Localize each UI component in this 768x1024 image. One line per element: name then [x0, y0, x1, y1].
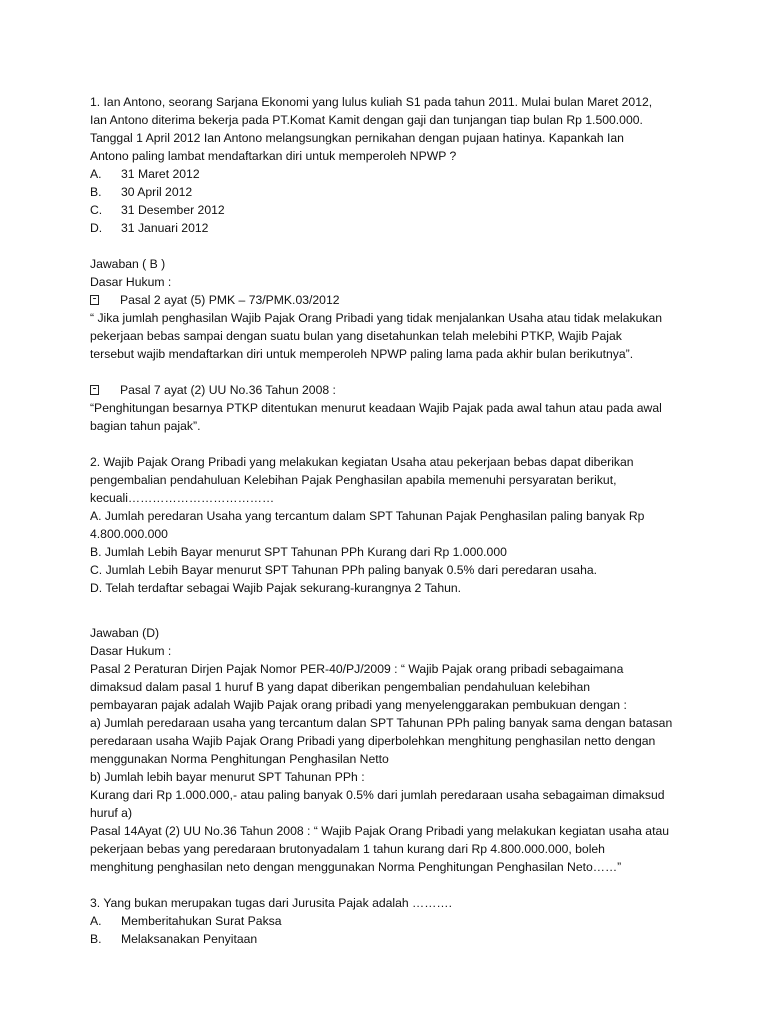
- legal-basis-heading: Dasar Hukum :: [90, 275, 172, 289]
- answer-1-label: Jawaban ( B ): [90, 257, 166, 271]
- legal-basis-text: Pasal 14Ayat (2) UU No.36 Tahun 2008 : “ Wajib Pajak Orang Pribadi yang melakukan kegiatan usaha atau: [90, 824, 670, 838]
- legal-basis-text: dimaksud dalam pasal 1 huruf B yang dapat diberikan pengembalian pendahuluan kelebihan: [90, 680, 591, 694]
- question-2: [90, 453, 690, 597]
- question-1-line: Tanggal 1 April 2012 Ian Antono melangsungkan pernikahan dengan pujaan hatinya. Kapankah Ian: [90, 131, 624, 145]
- legal-ref-1-text: tersebut wajib mendaftarkan diri untuk memperoleh NPWP paling lama pada akhir bulan berikutnya”.: [90, 347, 634, 361]
- question-3-option-b: B. Melaksanakan Penyitaan: [90, 932, 258, 946]
- legal-basis-text: b) Jumlah lebih bayar menurut SPT Tahunan PPh :: [90, 770, 365, 784]
- question-1-line: Ian Antono diterima bekerja pada PT.Komat Kamit dengan gaji dan tunjangan tiap bulan Rp 1.500.000.: [90, 113, 643, 127]
- question-2-option-a: A. Jumlah peredaran Usaha yang tercantum dalam SPT Tahunan Pajak Penghasilan paling banyak Rp: [90, 509, 645, 523]
- question-2-line: pengembalian pendahuluan Kelebihan Pajak Penghasilan apabila memenuhi persyaratan berikut,: [90, 473, 617, 487]
- question-1-option-c: C. 31 Desember 2012: [90, 203, 225, 217]
- question-2-line: 2. Wajib Pajak Orang Pribadi yang melakukan kegiatan Usaha atau pekerjaan bebas dapat diberikan: [90, 455, 634, 469]
- legal-basis-text: pekerjaan bebas yang peredaraan brutonyadalam 1 tahun kurang dari Rp 4.800.000.000, boleh: [90, 842, 605, 856]
- legal-ref-2-text: bagian tahun pajak”.: [90, 419, 201, 433]
- question-1-line: 1. Ian Antono, seorang Sarjana Ekonomi yang lulus kuliah S1 pada tahun 2011. Mulai bulan Maret 2012,: [90, 95, 653, 109]
- legal-ref-1-title: Pasal 2 ayat (5) PMK – 73/PMK.03/2012: [90, 291, 690, 309]
- question-1: [90, 93, 690, 237]
- legal-ref-2-text: “Penghitungan besarnya PTKP ditentukan menurut keadaan Wajib Pajak pada awal tahun atau pada awal: [90, 401, 662, 415]
- legal-ref-1-text: “ Jika jumlah penghasilan Wajib Pajak Orang Pribadi yang tidak menjalankan Usaha atau tidak melakukan: [90, 311, 663, 325]
- legal-basis-text: pembayaran pajak adalah Wajib Pajak orang pribadi yang menyelenggarakan pembukuan dengan :: [90, 698, 627, 712]
- question-2-line: kecuali………………………………: [90, 491, 275, 505]
- question-1-line: Antono paling lambat mendaftarkan diri untuk memperoleh NPWP ?: [90, 149, 457, 163]
- question-3: [90, 894, 690, 948]
- answer-2-label: Jawaban (D): [90, 626, 160, 640]
- legal-basis-text: Kurang dari Rp 1.000.000,- atau paling banyak 0.5% dari jumlah peredaraan usaha sebagaiman dimaksud: [90, 788, 665, 802]
- question-3-line: 3. Yang bukan merupakan tugas dari Jurusita Pajak adalah ……….: [90, 896, 452, 910]
- legal-basis-text: a) Jumlah peredaraan usaha yang tercantum dalan SPT Tahunan PPh paling banyak sama dengan batasan: [90, 716, 673, 730]
- legal-basis-heading: Dasar Hukum :: [90, 644, 172, 658]
- legal-ref-1-text: pekerjaan bebas sampai dengan suatu bulan yang disetahunkan telah melebihi PTKP, Wajib Pajak: [90, 329, 622, 343]
- question-2-option-d: D. Telah terdaftar sebagai Wajib Pajak sekurang-kurangnya 2 Tahun.: [90, 581, 462, 595]
- bullet-box-icon: [90, 385, 99, 395]
- bullet-box-icon: [90, 295, 99, 305]
- question-1-option-d: D. 31 Januari 2012: [90, 221, 209, 235]
- legal-basis-text: peredaraan usaha Wajib Pajak Orang Pribadi yang diperbolehkan menghitung penghasilan netto dengan: [90, 734, 656, 748]
- legal-basis-text: menggunakan Norma Penghitungan Penghasilan Netto: [90, 752, 389, 766]
- legal-basis-text: menghitung penghasilan neto dengan menggunakan Norma Penghitungan Penghasilan Neto……”: [90, 860, 622, 874]
- document-page: [90, 93, 690, 948]
- answer-1: [90, 255, 690, 435]
- question-2-option-a-cont: 4.800.000.000: [90, 527, 168, 541]
- question-1-option-b: B. 30 April 2012: [90, 185, 193, 199]
- answer-2: [90, 624, 690, 876]
- question-2-option-b: B. Jumlah Lebih Bayar menurut SPT Tahunan PPh Kurang dari Rp 1.000.000: [90, 545, 507, 559]
- question-1-option-a: A. 31 Maret 2012: [90, 167, 200, 181]
- question-3-option-a: A. Memberitahukan Surat Paksa: [90, 914, 282, 928]
- question-2-option-c: C. Jumlah Lebih Bayar menurut SPT Tahunan PPh paling banyak 0.5% dari peredaran usaha.: [90, 563, 598, 577]
- legal-ref-2-title: Pasal 7 ayat (2) UU No.36 Tahun 2008 :: [90, 381, 690, 399]
- legal-basis-text: Pasal 2 Peraturan Dirjen Pajak Nomor PER-40/PJ/2009 : “ Wajib Pajak orang pribadi sebagaimana: [90, 662, 624, 676]
- legal-basis-text: huruf a): [90, 806, 133, 820]
